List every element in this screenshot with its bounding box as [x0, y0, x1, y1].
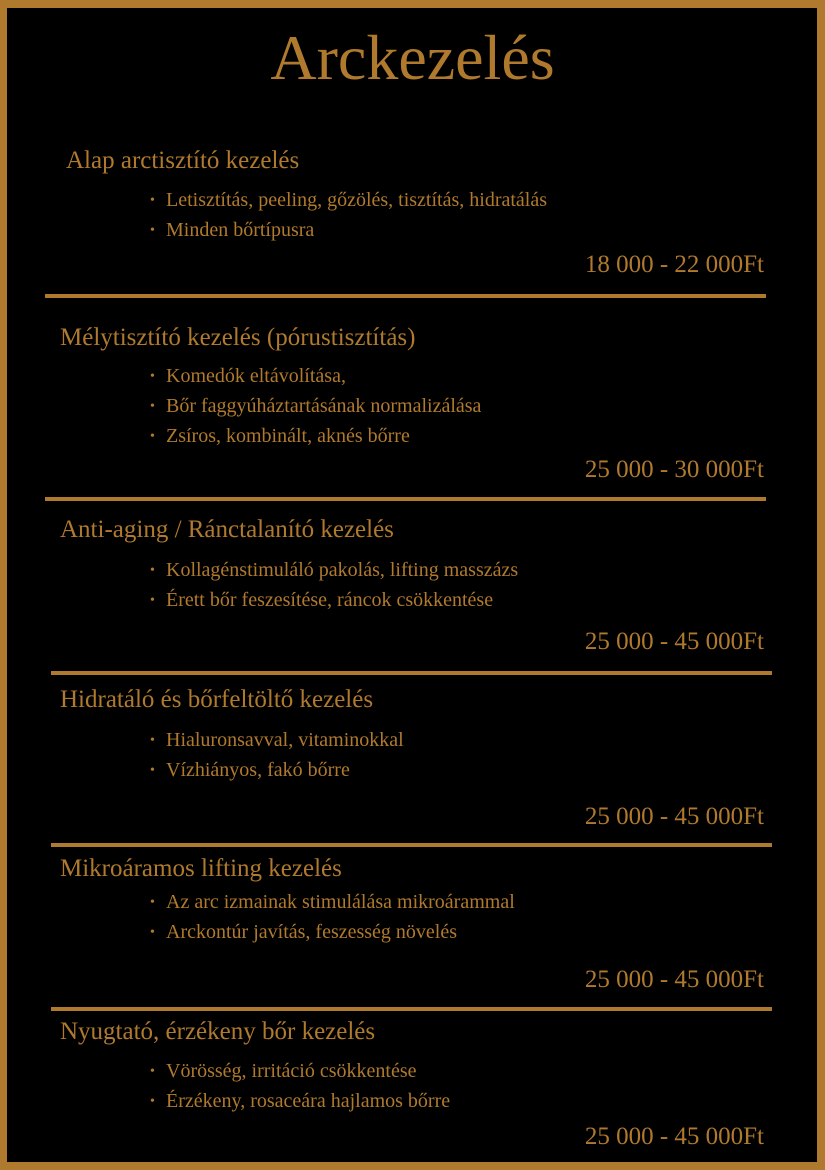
bullet-icon: • [150, 399, 155, 414]
bullet-icon: • [150, 1094, 155, 1109]
service-price: 25 000 - 45 000Ft [584, 966, 764, 993]
bullet-text: Érzékeny, rosaceára hajlamos bőrre [166, 1090, 451, 1112]
bullet-text: Letisztítás, peeling, gőzölés, tisztítás, hidratálás [166, 189, 548, 211]
service-price: 25 000 - 45 000Ft [584, 628, 764, 655]
bullet-icon: • [150, 593, 155, 608]
bullet-text: Minden bőrtípusra [166, 219, 315, 241]
service-bullet [150, 421, 410, 452]
service-bullet [150, 725, 404, 756]
service-bullet [150, 185, 547, 216]
bullet-text: Az arc izmainak stimulálása mikroárammal [166, 891, 515, 913]
service-title: Anti-aging / Ránctalanító kezelés [60, 516, 394, 543]
section-divider [51, 843, 772, 847]
service-price: 25 000 - 45 000Ft [584, 803, 764, 830]
service-price: 18 000 - 22 000Ft [584, 251, 764, 278]
service-bullet [150, 917, 457, 948]
service-title: Hidratáló és bőrfeltöltő kezelés [60, 686, 374, 713]
bullet-text: Bőr faggyúháztartásának normalizálása [166, 395, 482, 417]
bullet-text: Vízhiányos, fakó bőrre [166, 759, 350, 781]
service-title: Mélytisztító kezelés (pórustisztítás) [60, 324, 416, 351]
section-divider [45, 294, 766, 298]
bullet-icon: • [150, 895, 155, 910]
service-price: 25 000 - 45 000Ft [584, 1123, 764, 1150]
bullet-icon: • [150, 733, 155, 748]
bullet-icon: • [150, 429, 155, 444]
section-divider [51, 1007, 772, 1011]
service-bullet [150, 215, 314, 246]
service-title: Nyugtató, érzékeny bőr kezelés [60, 1018, 376, 1045]
bullet-icon: • [150, 223, 155, 238]
service-price: 25 000 - 30 000Ft [584, 456, 764, 483]
section-divider [45, 497, 766, 501]
service-title: Alap arctisztító kezelés [66, 147, 300, 174]
service-bullet [150, 755, 350, 786]
bullet-text: Hialuronsavval, vitaminokkal [166, 729, 404, 751]
bullet-text: Kollagénstimuláló pakolás, lifting masszázs [166, 559, 519, 581]
service-title: Mikroáramos lifting kezelés [60, 855, 342, 882]
bullet-text: Zsíros, kombinált, aknés bőrre [166, 425, 410, 447]
service-bullet [150, 887, 515, 918]
bullet-text: Komedók eltávolítása, [166, 365, 346, 387]
service-bullet [150, 391, 481, 422]
bullet-icon: • [150, 563, 155, 578]
bullet-text: Érett bőr feszesítése, ráncok csökkentése [166, 589, 494, 611]
page-title: Arckezelés [270, 22, 555, 93]
service-bullet [150, 555, 518, 586]
bullet-icon: • [150, 193, 155, 208]
bullet-text: Arckontúr javítás, feszesség növelés [166, 921, 458, 943]
service-bullet [150, 585, 493, 616]
service-bullet [150, 361, 346, 392]
bullet-icon: • [150, 763, 155, 778]
bullet-icon: • [150, 1064, 155, 1079]
service-bullet [150, 1086, 450, 1117]
bullet-text: Vörösség, irritáció csökkentése [166, 1060, 417, 1082]
section-divider [51, 671, 772, 675]
service-bullet [150, 1056, 416, 1087]
bullet-icon: • [150, 925, 155, 940]
bullet-icon: • [150, 369, 155, 384]
